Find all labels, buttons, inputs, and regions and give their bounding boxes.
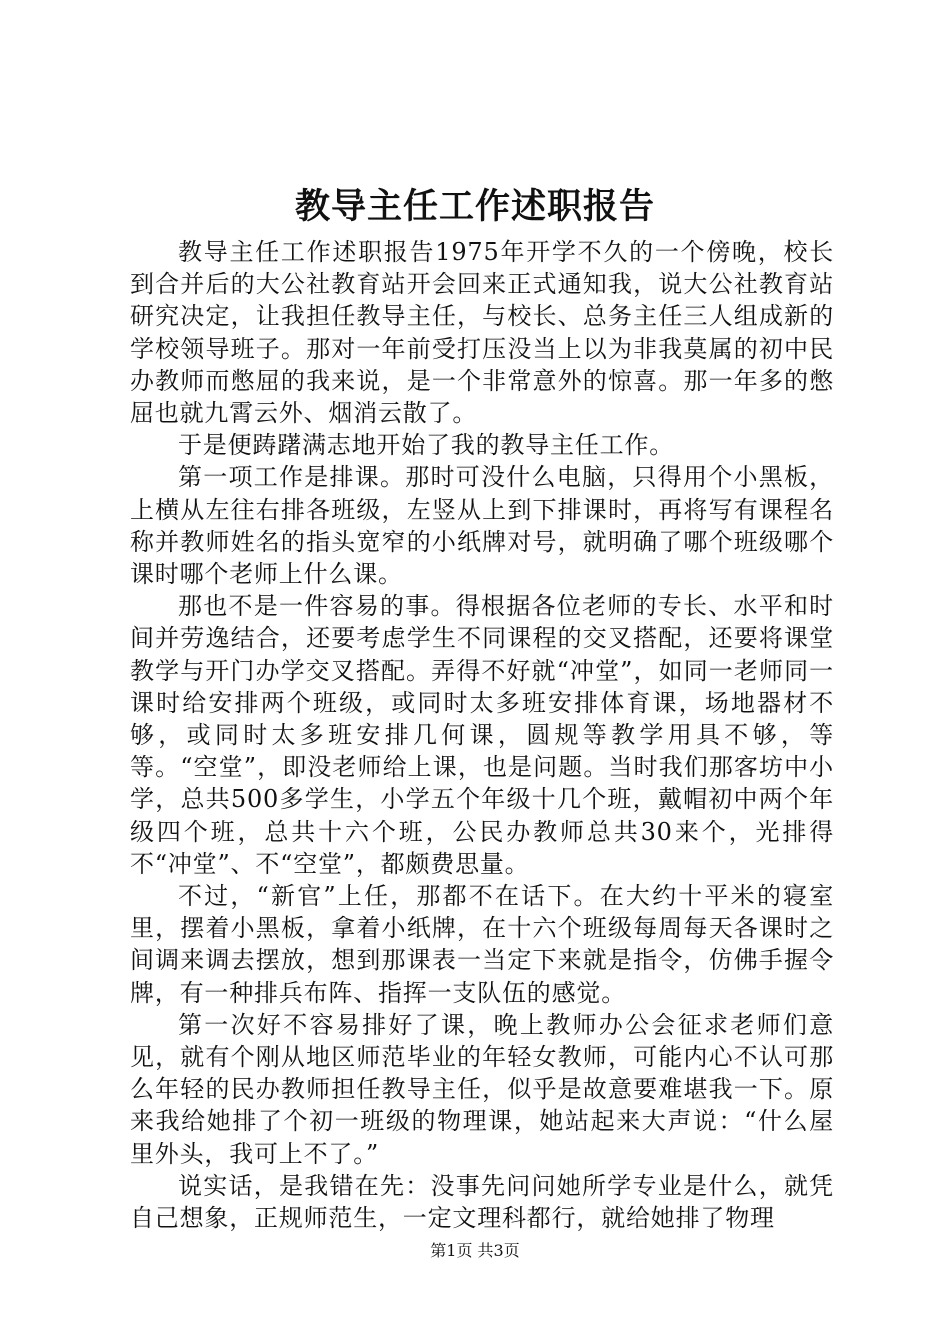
paragraph: 第一项工作是排课。那时可没什么电脑，只得用个小黑板，上横从左往右排各班级，左竖从上到下排课时，再将写有课程名称并教师姓名的指头宽窄的小纸牌对号，就明确了哪个班级哪个课时哪个老师上什么课。	[130, 463, 834, 589]
paragraph: 第一次好不容易排好了课，晚上教师办公会征求老师们意见，就有个刚从地区师范毕业的年轻女教师，可能内心不认可那么年轻的民办教师担任教导主任，似乎是故意要难堪我一下。原来我给她排了个初一班级的物理课，她站起来大声说：“什么屋里外头，我可上不了。”	[130, 1010, 834, 1168]
page-number-footer: 第1页 共3页	[430, 1241, 520, 1260]
paragraph: 不过，“新官”上任，那都不在话下。在大约十平米的寝室里，摆着小黑板，拿着小纸牌，在十六个班级每周每天各课时之间调来调去摆放，想到那课表一当定下来就是指令，仿佛手握令牌，有一种排兵布阵、指挥一支队伍的感觉。	[130, 882, 834, 1007]
document-body	[130, 236, 834, 1234]
paragraph: 于是便踌躇满志地开始了我的教导主任工作。	[178, 431, 674, 460]
paragraph: 那也不是一件容易的事。得根据各位老师的专长、水平和时间并劳逸结合，还要考虑学生不同课程的交叉搭配，还要将课堂教学与开门办学交叉搭配。弄得不好就“冲堂”，如同一老师同一课时给安排两个班级，或同时太多班安排体育课，场地器材不够，或同时太多班安排几何课，圆规等教学用具不够，等等。“空堂”，即没老师给上课，也是问题。当时我们那客坊中小学，总共500多学生，小学五个年级十几个班，戴帽初中两个年级四个班，总共十六个班，公民办教师总共30来个，光排得不“冲堂”、不“空堂”，都颇费思量。	[130, 592, 834, 878]
paragraph: 说实话，是我错在先：没事先问问她所学专业是什么，就凭自己想象，正规师范生，一定文理科都行，就给她排了物理	[130, 1171, 834, 1233]
paragraph: 教导主任工作述职报告1975年开学不久的一个傍晚，校长到合并后的大公社教育站开会回来正式通知我，说大公社教育站研究决定，让我担任教导主任，与校长、总务主任三人组成新的学校领导班子。那对一年前受打压没当上以为非我莫属的初中民办教师而憋屈的我来说，是一个非常意外的惊喜。那一年多的憋屈也就九霄云外、烟消云散了。	[130, 238, 834, 428]
document-title: 教导主任工作述职报告	[294, 187, 655, 227]
